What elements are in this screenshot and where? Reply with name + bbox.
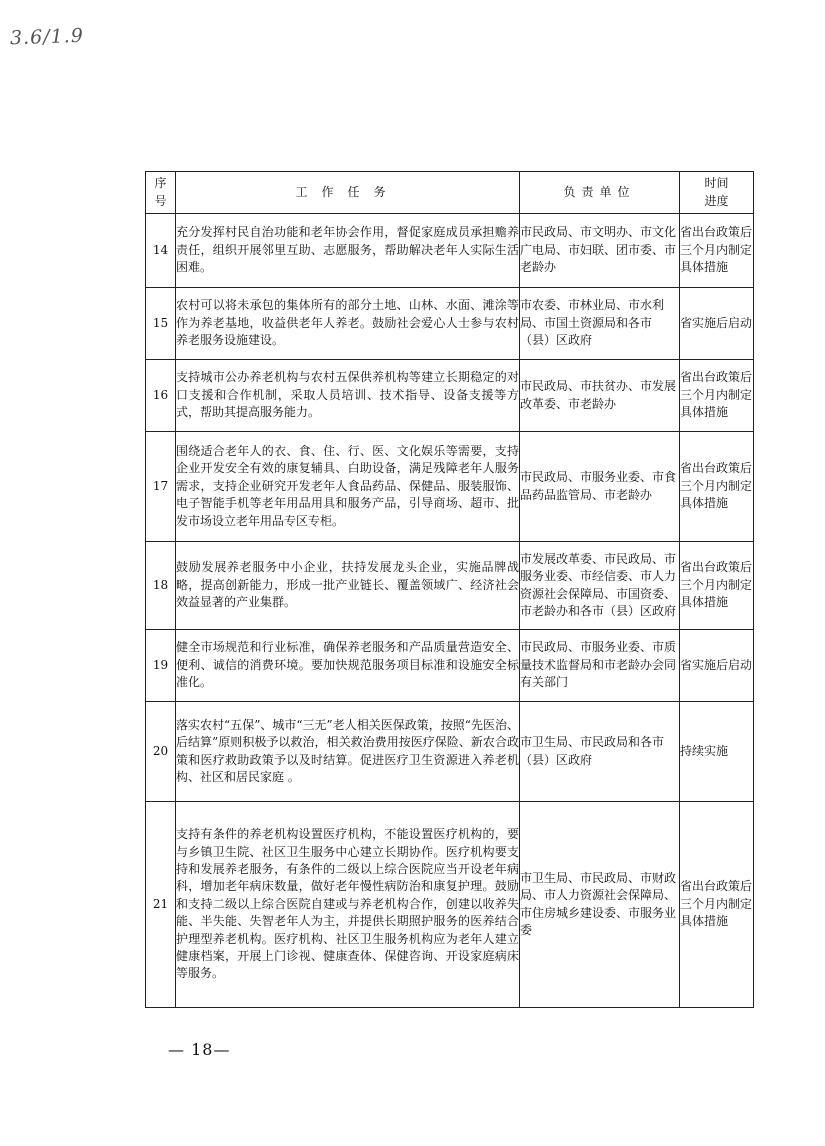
row-task: 农村可以将未承包的集体所有的部分土地、山林、水面、滩涂等作为养老基地，收益供老年人养老。鼓励社会爱心人士参与农村养老服务设施建设。 — [176, 288, 520, 360]
table-row — [146, 702, 754, 802]
row-time: 持续实施 — [680, 702, 754, 802]
header-unit: 负责单位 — [520, 172, 680, 214]
table-row — [146, 360, 754, 432]
row-num: 14 — [146, 214, 176, 288]
row-unit: 市发展改革委、市民政局、市服务业委、市经信委、市人力资源社会保障局、市国资委、市老龄办和各市（县）区政府 — [520, 542, 680, 630]
row-num: 15 — [146, 288, 176, 360]
row-num: 18 — [146, 542, 176, 630]
row-time: 省实施后启动 — [680, 630, 754, 702]
row-unit: 市卫生局、市民政局、市财政局、市人力资源社会保障局、市住房城乡建设委、市服务业委 — [520, 802, 680, 1008]
handwritten-corner-mark: 3.6/1.9 — [9, 24, 85, 50]
row-unit: 市民政局、市扶贫办、市发展改革委、市老龄办 — [520, 360, 680, 432]
header-num — [146, 172, 176, 214]
table-row — [146, 542, 754, 630]
table-row — [146, 630, 754, 702]
table-row — [146, 214, 754, 288]
header-task: 工作任务 — [176, 172, 520, 214]
row-unit: 市民政局、市服务业委、市质量技术监督局和市老龄办会同有关部门 — [520, 630, 680, 702]
header-num-label: 序号 — [154, 176, 167, 208]
row-task: 鼓励发展养老服务中小企业，扶持发展龙头企业，实施品牌战略，提高创新能力，形成一批产业链长、覆盖领域广、经济社会效益显著的产业集群。 — [176, 542, 520, 630]
work-task-table — [145, 171, 754, 1008]
row-num: 17 — [146, 432, 176, 542]
row-time: 省出台政策后三个月内制定具体措施 — [680, 432, 754, 542]
table-row — [146, 288, 754, 360]
table-row — [146, 432, 754, 542]
row-task: 围绕适合老年人的衣、食、住、行、医、文化娱乐等需要，支持企业开发安全有效的康复辅具、白助设备，满足残障老年人服务需求，支持企业研究开发老年人食品药品、保健品、服装服饰、电子智能手机等老年用品用具和服务产品，引导商场、超市、批发市场设立老年用品专区专柜。 — [176, 432, 520, 542]
row-task: 支持城市公办养老机构与农村五保供养机构等建立长期稳定的对口支援和合作机制，采取人员培训、技术指导、设备支援等方式，帮助其提高服务能力。 — [176, 360, 520, 432]
row-task: 充分发挥村民自治功能和老年协会作用，督促家庭成员承担赡养责任，组织开展邻里互助、志愿服务，帮助解决老年人实际生活困难。 — [176, 214, 520, 288]
row-num: 19 — [146, 630, 176, 702]
table-header-row — [146, 172, 754, 214]
page-number: — 18— — [168, 1040, 231, 1059]
row-unit: 市民政局、市服务业委、市食品药品监管局、市老龄办 — [520, 432, 680, 542]
table-row — [146, 802, 754, 1008]
row-time: 省实施后启动 — [680, 288, 754, 360]
row-task: 支持有条件的养老机构设置医疗机构，不能设置医疗机构的，要与乡镇卫生院、社区卫生服务中心建立长期协作。医疗机构要支持和发展养老服务，有条件的二级以上综合医院应当开设老年病科，增加老年病床数量，做好老年慢性病防治和康复护理。鼓励和支持二级以上综合医院自建或与养老机构合作，创建以收养失能、半失能、失智老年人为主，并提供长期照护服务的医养结合护理型养老机构。医疗机构、社区卫生服务机构应为老年人建立健康档案，开展上门诊视、健康查体、保健咨询、开设家庭病床等服务。 — [176, 802, 520, 1008]
row-task: 健全市场规范和行业标准，确保养老服务和产品质量营造安全、便利、诚信的消费环境。要加快规范服务项目标准和设施安全标准化。 — [176, 630, 520, 702]
row-task: 落实农村“五保”、城市“三无”老人相关医保政策，按照“先医治、后结算”原则积极予以救治，相关救治费用按医疗保险、新农合政策和医疗救助政策予以及时结算。促进医疗卫生资源进入养老机构、社区和居民家庭 。 — [176, 702, 520, 802]
row-num: 20 — [146, 702, 176, 802]
row-num: 16 — [146, 360, 176, 432]
row-num: 21 — [146, 802, 176, 1008]
row-unit: 市民政局、市文明办、市文化广电局、市妇联、团市委、市老龄办 — [520, 214, 680, 288]
row-time: 省出台政策后三个月内制定具体措施 — [680, 214, 754, 288]
row-unit: 市农委、市林业局、市水利局、市国土资源局和各市（县）区政府 — [520, 288, 680, 360]
row-unit: 市卫生局、市民政局和各市（县）区政府 — [520, 702, 680, 802]
header-time-label: 时间进度 — [704, 176, 729, 208]
header-time — [680, 172, 754, 214]
row-time: 省出台政策后三个月内制定具体措施 — [680, 542, 754, 630]
row-time: 省出台政策后三个月内制定具体措施 — [680, 802, 754, 1008]
row-time: 省出台政策后三个月内制定具体措施 — [680, 360, 754, 432]
